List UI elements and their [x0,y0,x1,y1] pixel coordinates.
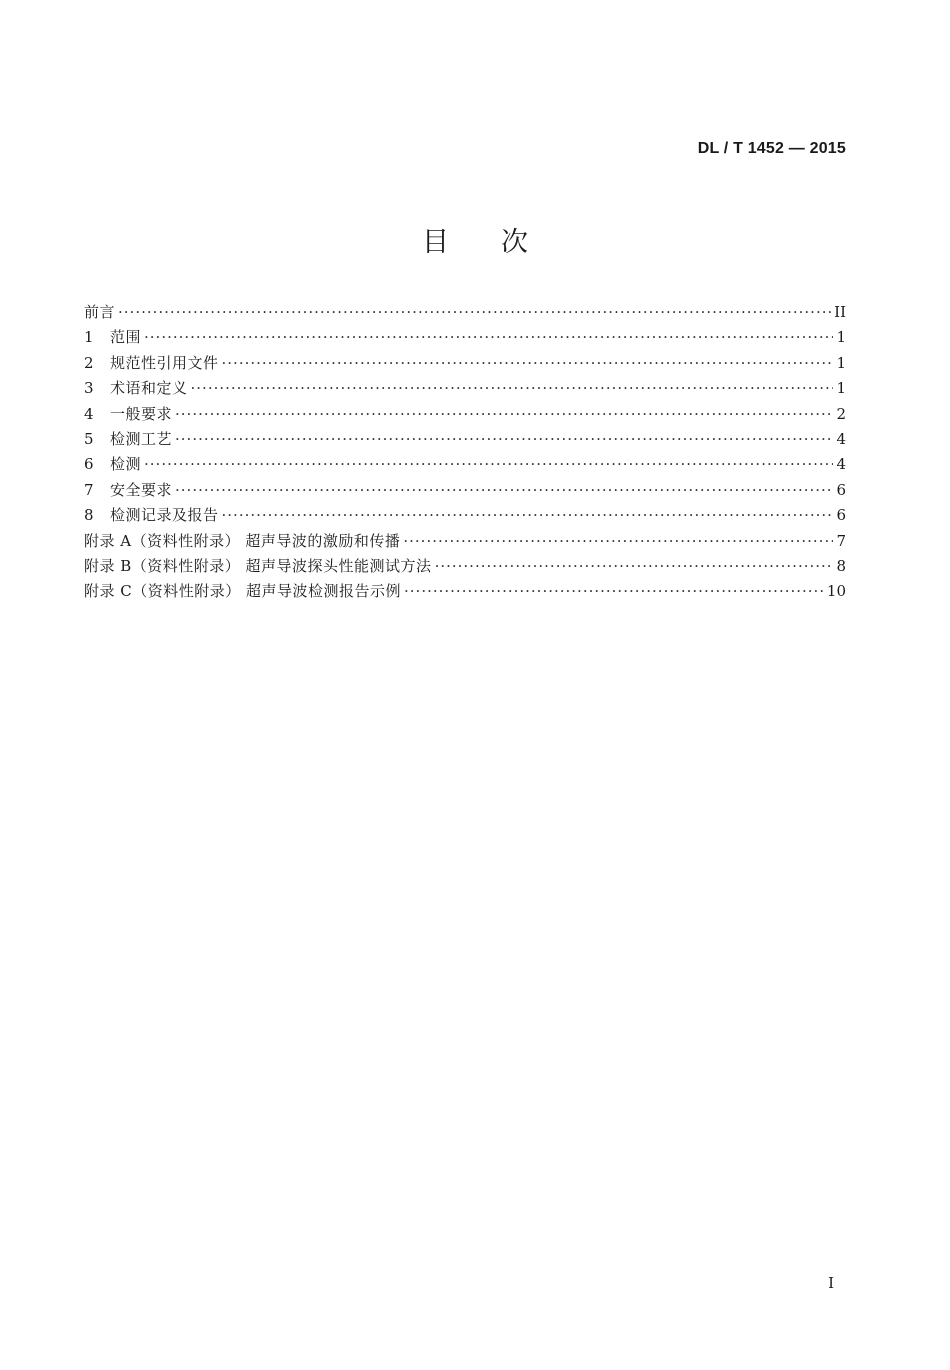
toc-entry-number: 1 [84,328,94,347]
toc-dot-leader [175,427,833,452]
toc-dot-leader [144,452,833,477]
toc-entry[interactable] [84,402,846,427]
toc-entry-label: 安全要求 [110,480,173,499]
toc-entry-number: 6 [84,455,94,474]
toc-dot-leader [175,478,833,503]
toc-entry-label: 术语和定义 [110,379,188,398]
toc-dot-leader [435,554,834,579]
toc-entry[interactable] [84,325,846,350]
toc-entry-label: 规范性引用文件 [110,353,219,372]
toc-dot-leader [404,579,824,604]
toc-entry[interactable] [84,427,846,452]
toc-entry-number: 7 [84,480,94,499]
toc-entry[interactable] [84,376,846,401]
toc-entry-page: 10 [826,582,846,601]
toc-entry-page: 1 [836,353,846,372]
toc-entry-label: 前言 [84,303,116,321]
toc-entry-page: 6 [836,480,846,499]
toc-dot-leader [191,376,834,401]
toc-entry-label: 范围 [110,328,142,347]
toc-dot-leader [118,300,831,325]
toc-entry-page: 2 [836,404,846,423]
toc-entry-label: 附录 A（资料性附录） 超声导波的激励和传播 [84,531,401,550]
toc-entry[interactable] [84,478,846,503]
toc-list [84,300,846,605]
toc-dot-leader [222,351,834,376]
toc-dot-leader [175,402,833,427]
toc-entry-label: 检测 [110,455,142,474]
toc-entry-label: 附录 B（资料性附录） 超声导波探头性能测试方法 [84,556,432,575]
toc-entry-label: 检测工艺 [110,429,173,448]
toc-entry-page: II [834,303,846,321]
toc-entry-number: 3 [84,379,94,398]
toc-entry-page: 6 [836,506,846,525]
toc-dot-leader [144,325,833,350]
toc-dot-leader [222,503,834,528]
toc-entry-page: 4 [836,429,846,448]
toc-entry-page: 8 [836,556,846,575]
toc-entry-label: 附录 C（资料性附录） 超声导波检测报告示例 [84,582,402,601]
toc-entry[interactable] [84,351,846,376]
toc-entry[interactable] [84,579,846,604]
toc-title: 目次 [422,227,580,258]
toc-entry[interactable] [84,529,846,554]
toc-entry-page: 1 [836,379,846,398]
toc-entry[interactable] [84,300,846,325]
toc-entry-number: 2 [84,353,94,372]
toc-entry-page: 4 [836,455,846,474]
toc-entry-label: 一般要求 [110,404,173,423]
toc-entry-page: 1 [836,328,846,347]
toc-dot-leader [403,529,833,554]
toc-entry-number: 5 [84,429,94,448]
page-number: I [828,1274,834,1292]
standard-code: DL / T 1452 — 2015 [697,140,846,157]
toc-entry-page: 7 [836,531,846,550]
toc-entry-number: 8 [84,506,94,525]
toc-entry-label: 检测记录及报告 [110,506,219,525]
toc-entry[interactable] [84,452,846,477]
toc-entry-number: 4 [84,404,94,423]
toc-entry[interactable] [84,554,846,579]
toc-entry[interactable] [84,503,846,528]
